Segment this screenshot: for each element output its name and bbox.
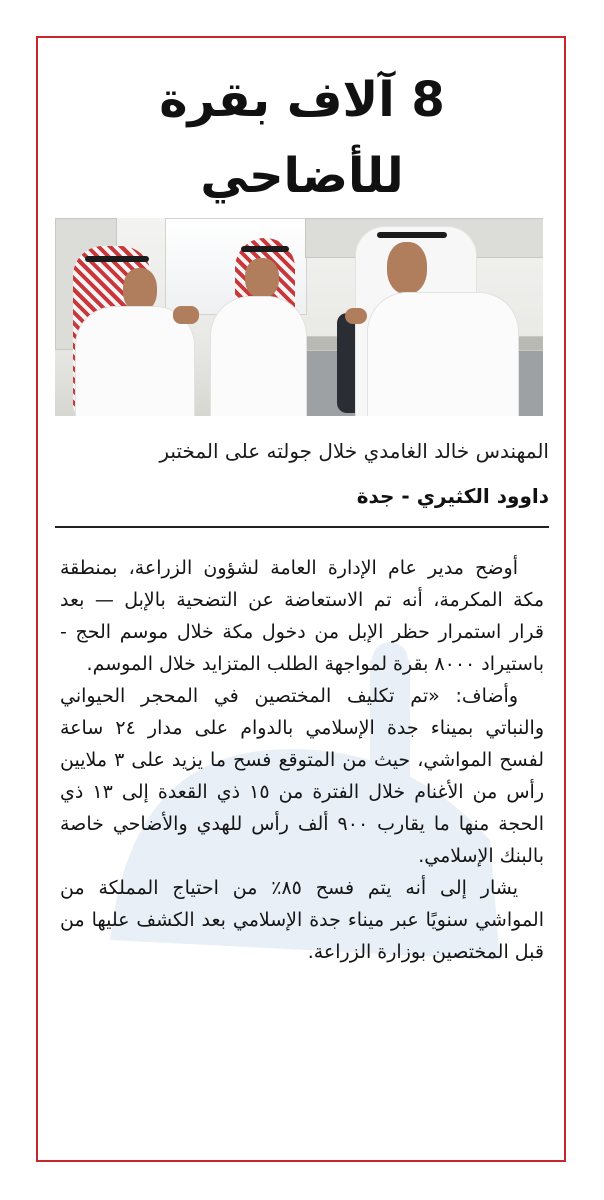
person-middle-thobe (210, 296, 307, 416)
person-middle-agal (241, 246, 289, 252)
person-middle-face (245, 258, 279, 298)
article-paragraph-1: أوضح مدير عام الإدارة العامة لشؤون الزراعة، بمنطقة مكة المكرمة، أنه تم الاستعاضة عن التضحية بالإبل — بعد قرار استمرار حظر الإبل من دخول مكة خلال موسم الحج - باستيراد ٨٠٠٠ بقرة لمواجهة الطلب المتزايد خلال الموسم. (60, 557, 544, 675)
person-left-hand (173, 306, 199, 324)
article-paragraph-3: يشار إلى أنه يتم فسح ٨٥٪ من احتياج المملكة من المواشي سنويًا عبر ميناء جدة الإسلامي بعد الكشف عليها من قبل المختصين بوزارة الزراعة. (60, 877, 544, 963)
photo-caption: المهندس خالد الغامدي خلال جولته على المختبر (159, 439, 549, 463)
article-paragraph-2: وأضاف: «تم تكليف المختصين في المحجر الحيواني والنباتي بميناء جدة الإسلامي بالدوام على مدار ٢٤ ساعة لفسح المواشي، حيث من المتوقع فسح ما يزيد على ٣ ملايين رأس من الأغنام خلال الفترة من ١٥ ذي القعدة إلى ١٣ ذي الحجة منها ما يقارب ٩٠٠ ألف رأس للهدي والأضاحي خاصة بالبنك الإسلامي. (60, 685, 544, 867)
person-right-agal (377, 232, 447, 238)
person-left-agal (85, 256, 149, 262)
headline-line-1: 8 آلاف بقرة للأضاحي (159, 72, 445, 204)
article-photo (55, 218, 543, 416)
person-right-thobe (367, 292, 519, 416)
byline: داوود الكثيري - جدة (356, 484, 549, 508)
article-body (60, 552, 544, 968)
byline-divider (55, 526, 549, 528)
person-right-hand (345, 308, 367, 324)
person-right-face (387, 242, 427, 294)
